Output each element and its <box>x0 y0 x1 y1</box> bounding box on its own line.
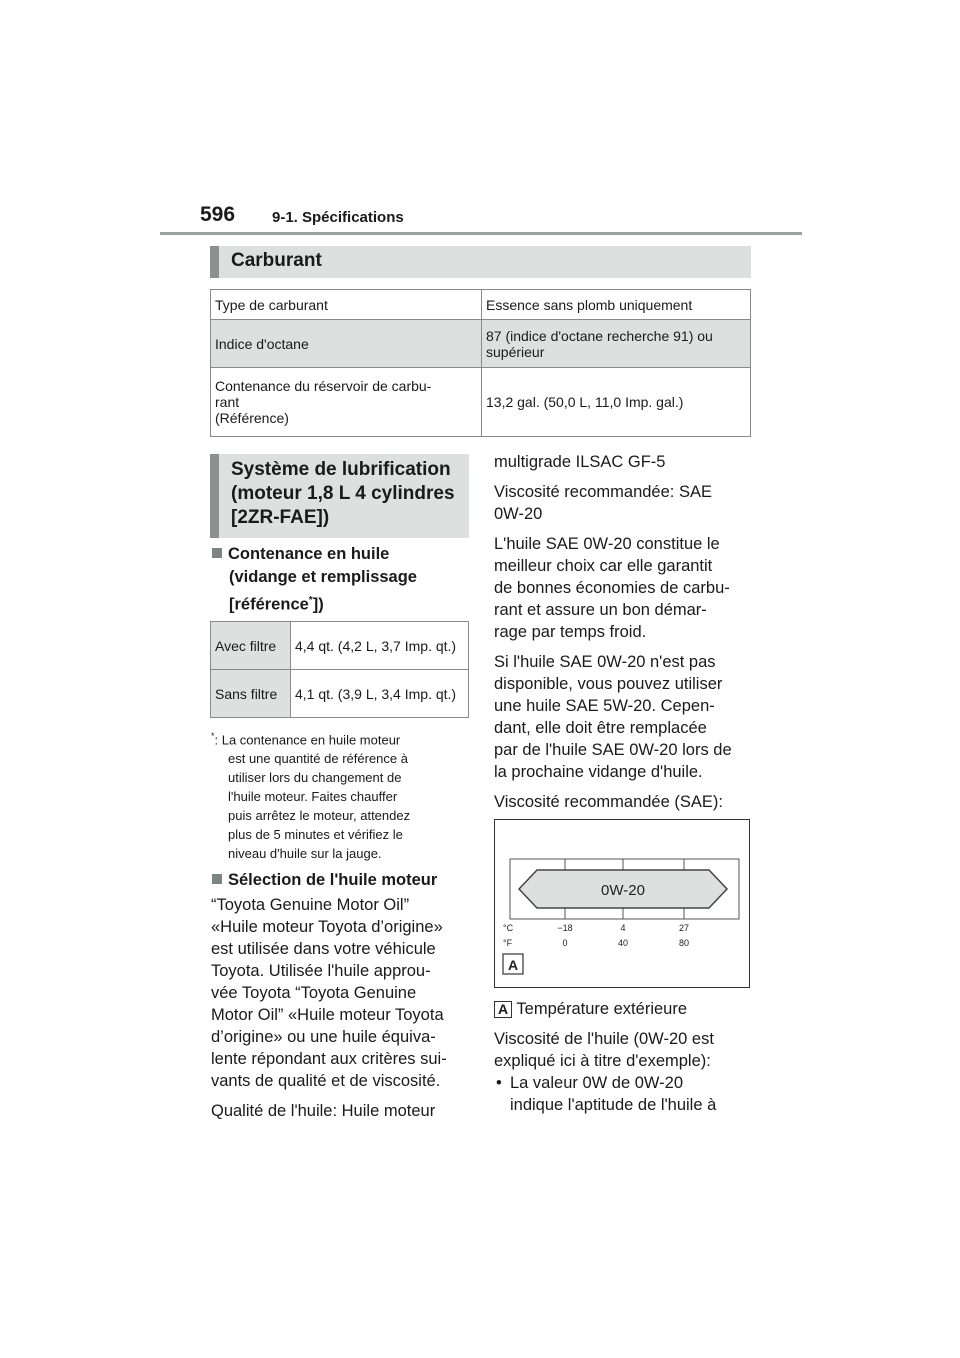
fahrenheit-tick: 40 <box>617 938 629 948</box>
bullet-icon: • <box>496 1074 502 1092</box>
paragraph-line: expliqué ici à titre d'exemple): <box>494 1052 711 1070</box>
paragraph-line: Viscosité recommandée: SAE <box>494 483 712 501</box>
table-row <box>211 290 751 320</box>
table-row <box>211 368 751 437</box>
without-filter-label: Sans filtre <box>211 670 291 718</box>
tank-capacity-value: 13,2 gal. (50,0 L, 11,0 Imp. gal.) <box>482 368 751 437</box>
capacity-heading-tail: ]) <box>312 595 324 614</box>
fahrenheit-unit: °F <box>503 938 513 948</box>
with-filter-value: 4,4 qt. (4,2 L, 3,7 Imp. qt.) <box>291 622 469 670</box>
paragraph-line: est utilisée dans votre véhicule <box>211 940 436 958</box>
square-bullet-icon <box>212 548 222 558</box>
fahrenheit-tick: 0 <box>562 938 568 948</box>
paragraph-line: d’origine» ou une huile équiva- <box>211 1028 436 1046</box>
paragraph-line: vants de qualité et de viscosité. <box>211 1072 441 1090</box>
table-row <box>211 320 751 368</box>
paragraph-line: Viscosité recommandée (SAE): <box>494 793 723 811</box>
oil-selection-paragraph <box>211 894 473 1122</box>
tank-label-line: (Référence) <box>215 410 289 426</box>
without-filter-value: 4,1 qt. (3,9 L, 3,4 Imp. qt.) <box>291 670 469 718</box>
paragraph-line: multigrade ILSAC GF-5 <box>494 453 666 471</box>
paragraph-line: rant et assure un bon démar- <box>494 601 707 619</box>
paragraph-line: L'huile SAE 0W-20 constitue le <box>494 535 720 553</box>
page-number: 596 <box>200 203 236 226</box>
oil-selection-heading <box>212 869 437 892</box>
lub-title-line: [2ZR-FAE]) <box>231 507 330 528</box>
table-row <box>211 670 469 718</box>
celsius-tick: 27 <box>678 923 690 933</box>
with-filter-label: Avec filtre <box>211 622 291 670</box>
paragraph-line: Viscosité de l'huile (0W-20 est <box>494 1030 714 1048</box>
viscosity-diagram <box>494 819 750 988</box>
paragraph-line: Toyota. Utilisée l'huile approu- <box>211 962 431 980</box>
paragraph-line: Motor Oil” «Huile moteur Toyota <box>211 1006 444 1024</box>
celsius-tick: −18 <box>557 923 573 933</box>
bullet-line: indique l'aptitude de l'huile à <box>510 1096 717 1114</box>
legend-tag: A <box>494 1001 512 1018</box>
fuel-type-value: Essence sans plomb uniquement <box>482 290 751 320</box>
selection-heading-text: Sélection de l'huile moteur <box>228 871 438 889</box>
fuel-type-label: Type de carburant <box>211 290 482 320</box>
octane-value: 87 (indice d'octane recherche 91) ou supérieur <box>482 320 751 368</box>
fahrenheit-tick: 80 <box>678 938 690 948</box>
paragraph-line: Si l'huile SAE 0W-20 n'est pas <box>494 653 716 671</box>
paragraph-line: dant, elle doit être remplacée <box>494 719 707 737</box>
lub-title-line: (moteur 1,8 L 4 cylindres <box>231 483 455 504</box>
tank-capacity-label <box>211 368 482 437</box>
oil-quality-line: Qualité de l'huile: Huile moteur <box>211 1102 436 1120</box>
celsius-unit: °C <box>503 923 514 933</box>
paragraph-line: la prochaine vidange d'huile. <box>494 763 703 781</box>
fuel-heading: Carburant <box>210 246 751 278</box>
paragraph-line: 0W-20 <box>494 505 543 523</box>
fuel-table <box>210 289 751 437</box>
table-row <box>211 622 469 670</box>
lub-title-line: Système de lubrification <box>231 459 451 480</box>
oil-grade-label: 0W-20 <box>601 882 645 899</box>
footnote-star: * <box>211 731 215 741</box>
capacity-heading <box>212 543 470 617</box>
footnote-line: est une quantité de référence à <box>228 751 408 767</box>
bullet-item <box>494 1072 756 1116</box>
bullet-line: La valeur 0W de 0W-20 <box>510 1074 684 1092</box>
section-title: 9-1. Spécifications <box>272 209 404 226</box>
footnote-line: niveau d'huile sur la jauge. <box>228 846 382 862</box>
footnote-line: utiliser lors du changement de <box>228 770 402 786</box>
footnote-line: l'huile moteur. Faites chauffer <box>228 789 398 805</box>
paragraph-line: «Huile moteur Toyota d’origine» <box>211 918 443 936</box>
lubrication-heading <box>210 454 469 538</box>
paragraph-line: vée Toyota “Toyota Genuine <box>211 984 417 1002</box>
paragraph-line: rage par temps froid. <box>494 623 647 641</box>
square-bullet-icon <box>212 874 222 884</box>
capacity-heading-line: Contenance en huile <box>228 545 390 563</box>
paragraph-line: lente répondant aux critères sui- <box>211 1050 447 1068</box>
legend-line <box>494 998 756 1020</box>
paragraph-line: une huile SAE 5W-20. Cepen- <box>494 697 715 715</box>
right-column-lower <box>494 998 756 1116</box>
paragraph-line: meilleur choix car elle garantit <box>494 557 713 575</box>
footnote-marker: * <box>308 595 313 606</box>
right-column-text <box>494 451 756 813</box>
oil-capacity-table <box>210 621 469 718</box>
diagram-tag-label: A <box>507 957 519 973</box>
paragraph-line: par de l'huile SAE 0W-20 lors de <box>494 741 732 759</box>
viscosity-chart <box>495 820 749 987</box>
footnote-line: puis arrêtez le moteur, attendez <box>228 808 411 824</box>
octane-label: Indice d'octane <box>211 320 482 368</box>
legend-text: Température extérieure <box>516 1000 688 1018</box>
paragraph-line: “Toyota Genuine Motor Oil” <box>211 896 410 914</box>
capacity-heading-line: [référence <box>229 595 309 614</box>
footnote-line: plus de 5 minutes et vérifiez le <box>228 827 403 843</box>
header-rule <box>160 232 802 235</box>
capacity-heading-line: (vidange et remplissage <box>229 568 417 586</box>
footnote <box>211 727 471 863</box>
celsius-tick: 4 <box>620 923 626 933</box>
footnote-line: : La contenance en huile moteur <box>214 732 401 748</box>
tank-label-line: rant <box>215 394 240 410</box>
paragraph-line: disponible, vous pouvez utiliser <box>494 675 723 693</box>
tank-label-line: Contenance du réservoir de carbu- <box>215 378 432 394</box>
paragraph-line: de bonnes économies de carbu- <box>494 579 730 597</box>
